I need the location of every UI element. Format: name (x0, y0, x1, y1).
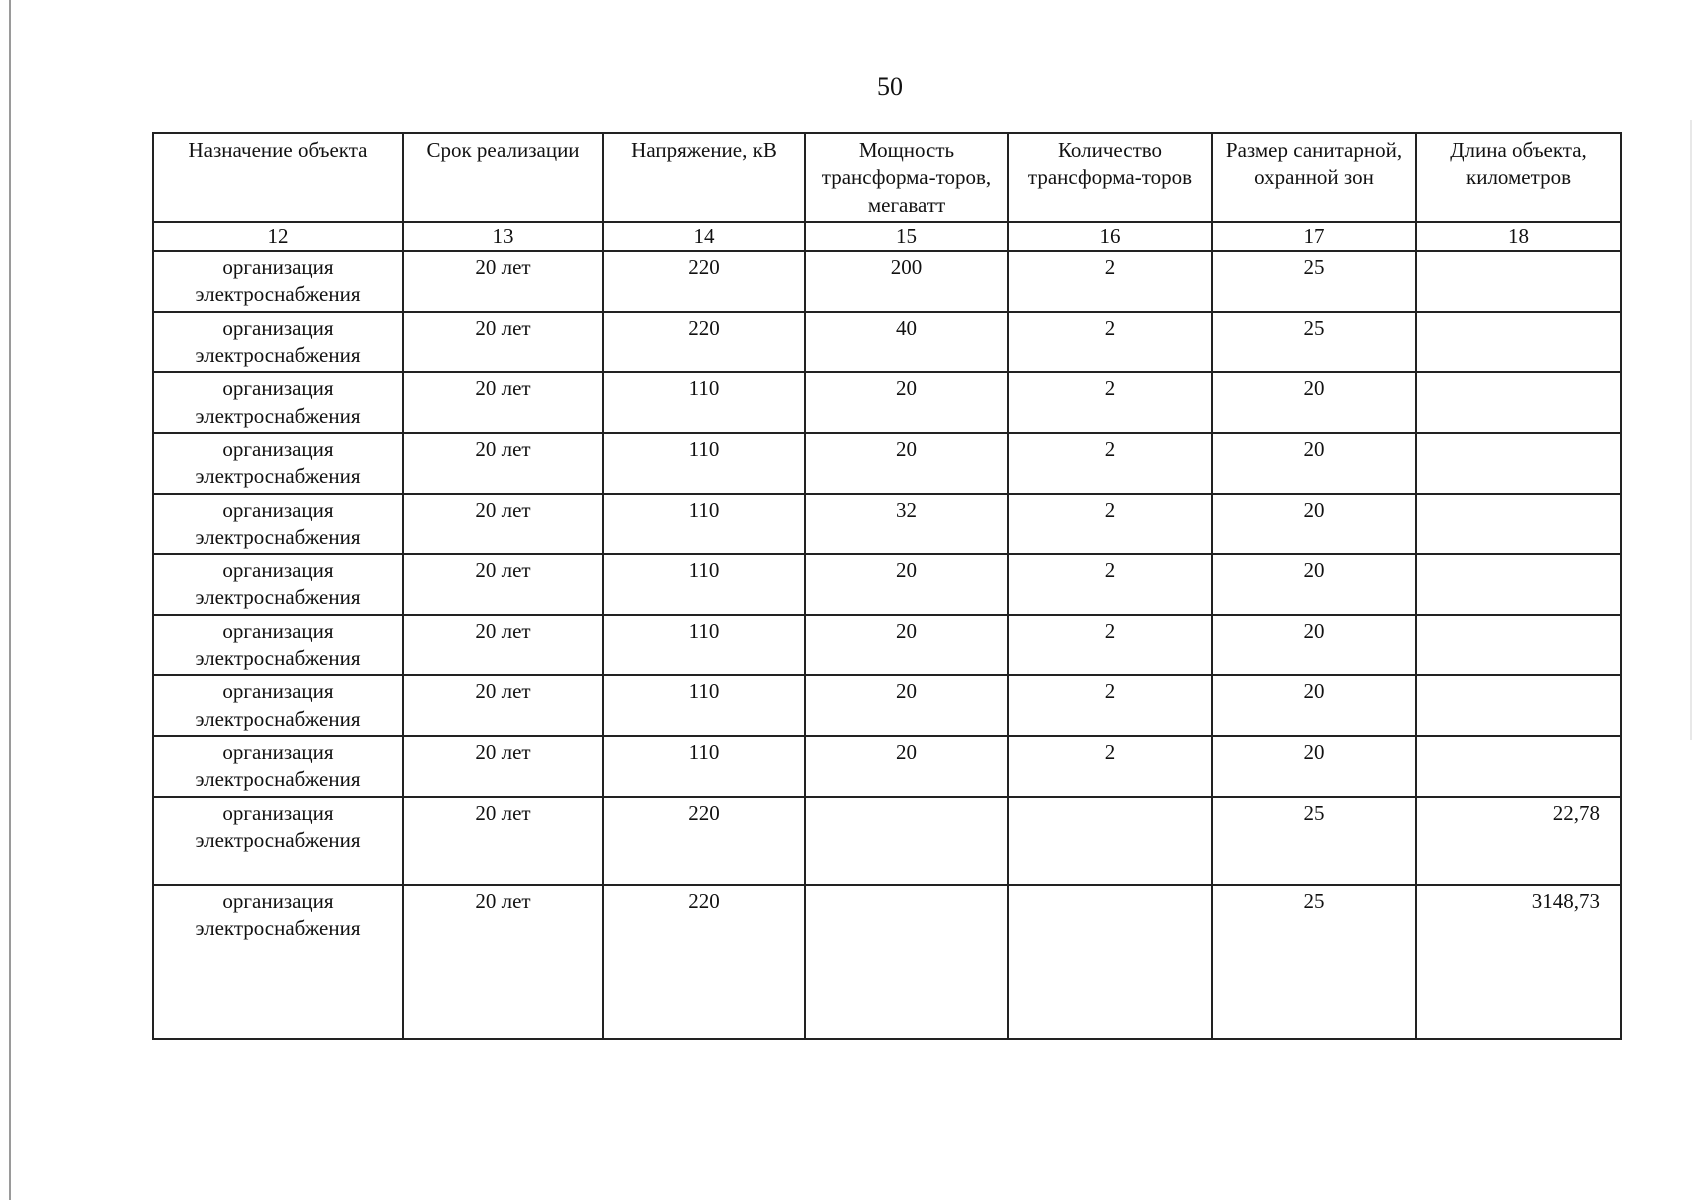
column-number: 18 (1416, 222, 1621, 251)
cell-purpose: организация электроснабжения (153, 433, 403, 494)
column-number: 14 (603, 222, 805, 251)
cell-term: 20 лет (403, 797, 603, 885)
column-number: 16 (1008, 222, 1212, 251)
column-number: 17 (1212, 222, 1416, 251)
cell-length (1416, 372, 1621, 433)
cell-term: 20 лет (403, 372, 603, 433)
header-transformer-power: Мощность трансформа-торов, мегаватт (805, 133, 1008, 222)
cell-length (1416, 554, 1621, 615)
cell-length (1416, 312, 1621, 373)
table-row (153, 251, 1621, 312)
page-number: 50 (877, 72, 903, 101)
cell-purpose: организация электроснабжения (153, 885, 403, 1039)
column-number: 13 (403, 222, 603, 251)
cell-purpose: организация электроснабжения (153, 372, 403, 433)
table-row (153, 797, 1621, 885)
cell-term: 20 лет (403, 736, 603, 797)
cell-voltage: 220 (603, 312, 805, 373)
cell-power: 200 (805, 251, 1008, 312)
cell-count: 2 (1008, 615, 1212, 676)
cell-length (1416, 736, 1621, 797)
cell-length (1416, 251, 1621, 312)
cell-term: 20 лет (403, 312, 603, 373)
cell-count: 2 (1008, 675, 1212, 736)
scan-artifact (1690, 120, 1692, 740)
table-row (153, 615, 1621, 676)
cell-count: 2 (1008, 494, 1212, 555)
table-row (153, 885, 1621, 1039)
cell-term: 20 лет (403, 615, 603, 676)
table-row (153, 736, 1621, 797)
cell-voltage: 110 (603, 494, 805, 555)
cell-term: 20 лет (403, 675, 603, 736)
cell-zone: 25 (1212, 312, 1416, 373)
cell-power: 40 (805, 312, 1008, 373)
cell-zone: 25 (1212, 885, 1416, 1039)
column-number: 15 (805, 222, 1008, 251)
cell-count: 2 (1008, 372, 1212, 433)
cell-count: 2 (1008, 554, 1212, 615)
cell-term: 20 лет (403, 494, 603, 555)
cell-purpose: организация электроснабжения (153, 251, 403, 312)
column-number-row (153, 222, 1621, 251)
cell-purpose: организация электроснабжения (153, 736, 403, 797)
cell-term: 20 лет (403, 433, 603, 494)
cell-zone: 20 (1212, 433, 1416, 494)
cell-count: 2 (1008, 312, 1212, 373)
cell-zone: 25 (1212, 797, 1416, 885)
cell-voltage: 110 (603, 372, 805, 433)
header-transformer-count: Количество трансформа-торов (1008, 133, 1212, 222)
cell-zone: 20 (1212, 675, 1416, 736)
column-number: 12 (153, 222, 403, 251)
cell-purpose: организация электроснабжения (153, 797, 403, 885)
cell-voltage: 110 (603, 615, 805, 676)
page-left-edge (9, 0, 11, 1200)
cell-term: 20 лет (403, 554, 603, 615)
header-term: Срок реализации (403, 133, 603, 222)
cell-voltage: 110 (603, 554, 805, 615)
cell-voltage: 110 (603, 736, 805, 797)
header-voltage: Напряжение, кВ (603, 133, 805, 222)
cell-voltage: 110 (603, 675, 805, 736)
header-row (153, 133, 1621, 222)
cell-zone: 20 (1212, 736, 1416, 797)
table-row (153, 675, 1621, 736)
table-row (153, 554, 1621, 615)
cell-voltage: 220 (603, 885, 805, 1039)
cell-purpose: организация электроснабжения (153, 615, 403, 676)
cell-length: 22,78 (1416, 797, 1621, 885)
cell-power (805, 885, 1008, 1039)
cell-zone: 20 (1212, 372, 1416, 433)
cell-purpose: организация электроснабжения (153, 494, 403, 555)
cell-power: 20 (805, 615, 1008, 676)
table-row (153, 372, 1621, 433)
cell-power: 32 (805, 494, 1008, 555)
cell-zone: 20 (1212, 554, 1416, 615)
cell-voltage: 220 (603, 797, 805, 885)
cell-voltage: 220 (603, 251, 805, 312)
cell-length (1416, 675, 1621, 736)
cell-power: 20 (805, 372, 1008, 433)
cell-length: 3148,73 (1416, 885, 1621, 1039)
cell-length (1416, 433, 1621, 494)
header-purpose: Назначение объекта (153, 133, 403, 222)
header-object-length: Длина объекта, километров (1416, 133, 1621, 222)
cell-count: 2 (1008, 433, 1212, 494)
cell-zone: 25 (1212, 251, 1416, 312)
cell-power: 20 (805, 675, 1008, 736)
table-row (153, 433, 1621, 494)
cell-power: 20 (805, 433, 1008, 494)
cell-term: 20 лет (403, 251, 603, 312)
cell-length (1416, 615, 1621, 676)
table-row (153, 312, 1621, 373)
cell-power: 20 (805, 736, 1008, 797)
cell-power (805, 797, 1008, 885)
table-row (153, 494, 1621, 555)
cell-power: 20 (805, 554, 1008, 615)
header-zone-size: Размер санитарной, охранной зон (1212, 133, 1416, 222)
cell-zone: 20 (1212, 615, 1416, 676)
cell-purpose: организация электроснабжения (153, 312, 403, 373)
cell-purpose: организация электроснабжения (153, 675, 403, 736)
cell-count: 2 (1008, 736, 1212, 797)
cell-zone: 20 (1212, 494, 1416, 555)
cell-length (1416, 494, 1621, 555)
cell-count (1008, 885, 1212, 1039)
cell-purpose: организация электроснабжения (153, 554, 403, 615)
cell-count: 2 (1008, 251, 1212, 312)
objects-table (152, 132, 1622, 1040)
cell-count (1008, 797, 1212, 885)
cell-term: 20 лет (403, 885, 603, 1039)
cell-voltage: 110 (603, 433, 805, 494)
